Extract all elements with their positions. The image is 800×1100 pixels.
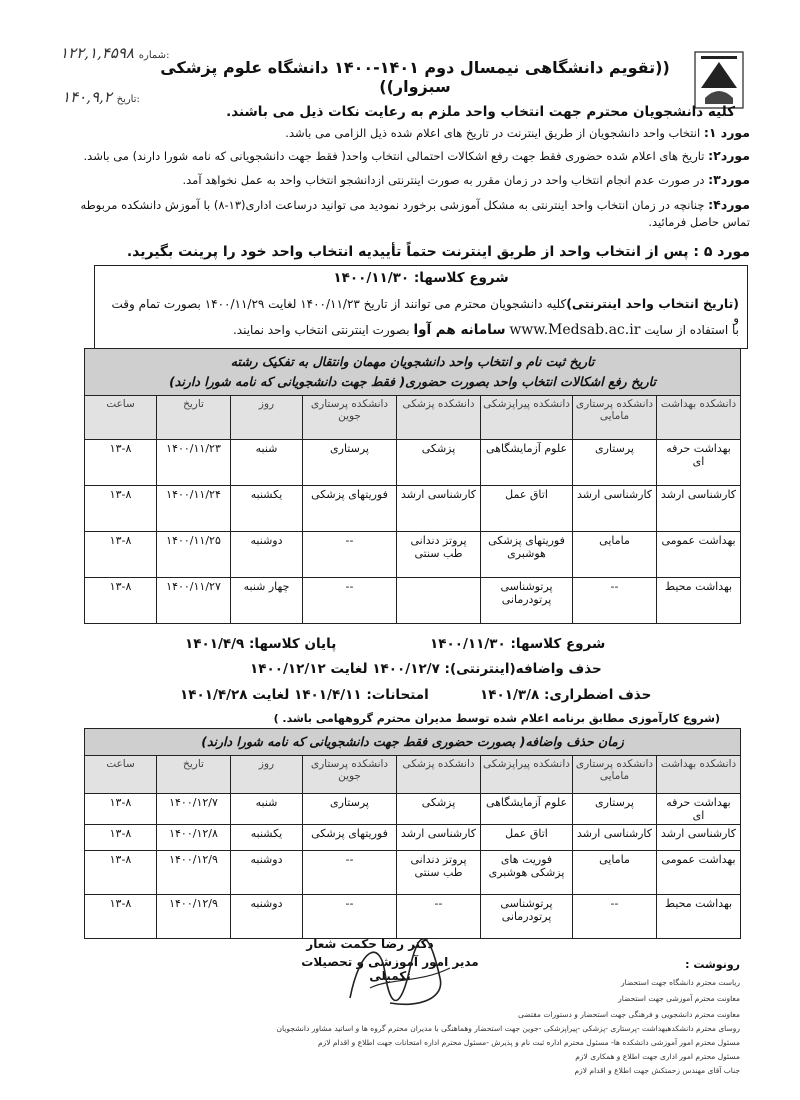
table-cell: مامایی xyxy=(573,851,657,895)
registration-table xyxy=(84,348,741,624)
table-cell: دوشنبه xyxy=(231,532,303,578)
table-cell: فوریت های پزشکی هوشبری xyxy=(481,851,573,895)
table-row xyxy=(85,532,741,578)
cc-line: مسئول محترم امور اداری جهت اطلاع و همکاری لازم xyxy=(575,1052,740,1061)
handwritten-signature xyxy=(330,928,470,1018)
column-header: دانشکده بهداشت xyxy=(657,756,741,794)
table-cell: -- xyxy=(303,578,397,624)
table-cell: بهداشت عمومی xyxy=(657,532,741,578)
column-header: دانشکده بهداشت xyxy=(657,396,741,440)
table-cell: ۱۴۰۰/۱۲/۸ xyxy=(157,825,231,851)
site-link[interactable]: www.Medsab.ac.ir xyxy=(509,322,641,338)
rule-item-5: مورد ۵ : پس از انتخاب واحد از طریق اینترنت حتماً تأییدیه انتخاب واحد خود را پرینت بگیرید. xyxy=(126,244,750,260)
table-cell: ۱۴۰۰/۱۲/۹ xyxy=(157,895,231,939)
table-cell: کارشناسی ارشد xyxy=(657,825,741,851)
table-cell: ۱۴۰۰/۱۱/۲۷ xyxy=(157,578,231,624)
box-line-1: (تاریخ انتخاب واحد اینترنتی)کلیه دانشجویان محترم می توانند از تاریخ ۱۴۰۰/۱۱/۲۳ لغایت ۱۴۰۰/۱۱/۲۹ بصورت تمام وقت و xyxy=(111,296,739,325)
column-header: روز xyxy=(231,756,303,794)
table-cell: یکشنبه xyxy=(231,486,303,532)
table-cell: علوم آزمایشگاهی xyxy=(481,440,573,486)
rule-item-4: مورد۴: چنانچه در زمان انتخاب واحد اینترنتی به مشکل آموزشی برخورد نمودید می توانید درساعت اداری(۱۳-۸) با آموزش دانشکده مربوطه تماس حاصل فرمائید. xyxy=(80,197,750,229)
table-cell: بهداشت حرفه ای xyxy=(657,794,741,825)
table-cell: ۱۳-۸ xyxy=(85,486,157,532)
table-cell: کارشناسی ارشد xyxy=(573,486,657,532)
rule-item-2: مورد۲: تاریخ های اعلام شده حضوری فقط جهت رفع اشکالات احتمالی انتخاب واحد( فقط جهت دانشجویانی که نامه شورا دارند) می باشد. xyxy=(83,148,750,163)
table-cell: -- xyxy=(573,578,657,624)
column-header: دانشکده پرستاری جوین xyxy=(303,756,397,794)
column-header: ساعت xyxy=(85,756,157,794)
table-cell: -- xyxy=(397,895,481,939)
table-cell: -- xyxy=(303,851,397,895)
table-row xyxy=(85,440,741,486)
column-header: دانشکده پرستاری مامایی xyxy=(573,756,657,794)
handwritten-date: ۱۴۰,۹,۲ تاریخ: xyxy=(62,88,140,106)
column-header: تاریخ xyxy=(157,756,231,794)
table-cell: ۱۴۰۰/۱۲/۷ xyxy=(157,794,231,825)
column-header: دانشکده پیراپزشکی xyxy=(481,396,573,440)
add-drop-online: حذف واضافه(اینترنتی): ۱۴۰۰/۱۲/۷ لغایت ۱۴۰۰/۱۲/۱۲ xyxy=(250,661,602,677)
table-cell: بهداشت محیط xyxy=(657,578,741,624)
university-logo-icon xyxy=(693,48,745,110)
table-cell: کارشناسی ارشد xyxy=(573,825,657,851)
emergency-drop: حذف اضطراری: ۱۴۰۱/۳/۸ xyxy=(480,687,652,703)
table-cell: اتاق عمل xyxy=(481,486,573,532)
cc-title: رونوشت : xyxy=(685,958,740,971)
table-cell: ۱۴۰۰/۱۱/۲۳ xyxy=(157,440,231,486)
table-cell: -- xyxy=(573,895,657,939)
classes-end: پایان کلاسها: ۱۴۰۱/۴/۹ xyxy=(185,636,337,652)
table-cell: مامایی xyxy=(573,532,657,578)
column-header: دانشکده پرستاری مامایی xyxy=(573,396,657,440)
column-header: دانشکده پیراپزشکی xyxy=(481,756,573,794)
cc-line: ریاست محترم دانشگاه جهت استحضار xyxy=(621,978,740,987)
handwritten-number: ۱۲۲,۱,۴۵۹۸ شماره: xyxy=(60,44,170,62)
table-cell: شنبه xyxy=(231,440,303,486)
table-cell: بهداشت محیط xyxy=(657,895,741,939)
table-cell: پرستاری xyxy=(303,440,397,486)
table-cell: کارشناسی ارشد xyxy=(397,486,481,532)
table-cell: یکشنبه xyxy=(231,825,303,851)
table-cell: بهداشت حرفه ای xyxy=(657,440,741,486)
table-cell: علوم آزمایشگاهی xyxy=(481,794,573,825)
table-cell: -- xyxy=(303,532,397,578)
registration-box xyxy=(94,265,748,349)
box-line-2: با استفاده از سایت www.Medsab.ac.ir سامانه هم آوا بصورت اینترنتی انتخاب واحد نمایند. xyxy=(232,322,739,338)
column-header: دانشکده پزشکی xyxy=(397,396,481,440)
table-cell: ۱۳-۸ xyxy=(85,794,157,825)
table-cell: کارشناسی ارشد xyxy=(657,486,741,532)
table-cell: پرتوشناسی پرتودرمانی xyxy=(481,578,573,624)
intro-text: کلیه دانشجویان محترم جهت انتخاب واحد ملزم به رعایت نکات ذیل می باشند. xyxy=(226,104,735,120)
rule-item-3: مورد۳: در صورت عدم انجام انتخاب واحد در زمان مقرر به صورت اینترنتی ازدانشجو انتخاب واحد به عمل نخواهد آمد. xyxy=(182,172,750,187)
exams-dates: امتحانات: ۱۴۰۱/۴/۱۱ لغایت ۱۴۰۱/۴/۲۸ xyxy=(180,687,429,703)
column-header: دانشکده پرستاری جوین xyxy=(303,396,397,440)
table-cell: ۱۳-۸ xyxy=(85,895,157,939)
cc-line: جناب آقای مهندس زحمتکش جهت اطلاع و اقدام لازم xyxy=(574,1066,740,1075)
table-row xyxy=(85,825,741,851)
table-cell: شنبه xyxy=(231,794,303,825)
add-drop-table xyxy=(84,728,741,939)
table-cell: پرستاری xyxy=(573,440,657,486)
table-row xyxy=(85,578,741,624)
cc-line: معاونت محترم دانشجویی و فرهنگی جهت استحضار و دستورات مقتضی xyxy=(518,1010,740,1019)
table-cell: پرتوشناسی پرتودرمانی xyxy=(481,895,573,939)
internship-note: (شروع کارآموزی مطابق برنامه اعلام شده توسط مدیران محترم گروههامی باشد. ) xyxy=(273,712,720,725)
table-cell: چهار شنبه xyxy=(231,578,303,624)
signatory-position: مدیر امور آموزشی و تحصیلات تکمیلی xyxy=(301,955,479,983)
table-cell: پزشکی xyxy=(397,440,481,486)
rule-item-1: مورد ۱: انتخاب واحد دانشجویان از طریق اینترنت در تاریخ های اعلام شده ذیل الزامی می باشد. xyxy=(285,125,750,140)
signatory-name: دکتر رضا حکمت شعار xyxy=(306,937,434,951)
table-cell: بهداشت عمومی xyxy=(657,851,741,895)
table-banner: تاریخ ثبت نام و انتخاب واحد دانشجویان مهمان وانتقال به تفکیک رشته تاریخ رفع اشکالات انتخاب واحد بصورت حضوری( فقط جهت دانشجویانی که نامه شورا دارند) xyxy=(85,349,741,396)
table-cell: -- xyxy=(303,895,397,939)
box-class-start: شروع کلاسها: ۱۴۰۰/۱۱/۳۰ xyxy=(333,270,509,286)
table-cell: ۱۳-۸ xyxy=(85,851,157,895)
column-header: روز xyxy=(231,396,303,440)
cc-line: روسای محترم دانشکدهبهداشت -پرستاری -پزشکی -پیراپزشکی -جوین جهت استحضار وهماهنگی با مدیران محترم گروه ها و اساتید مشاور دانشجویان xyxy=(276,1024,740,1033)
column-header: دانشکده پزشکی xyxy=(397,756,481,794)
table-cell xyxy=(397,578,481,624)
table-cell: پرستاری xyxy=(573,794,657,825)
column-header: تاریخ xyxy=(157,396,231,440)
column-header: ساعت xyxy=(85,396,157,440)
cc-line: مسئول محترم امور آموزشی دانشکده ها- مسئول محترم اداره ثبت نام و پذیرش -مسئول محترم اداره امتحانات جهت اطلاع و اقدام لازم xyxy=(317,1038,740,1047)
table-cell: ۱۳-۸ xyxy=(85,532,157,578)
table-cell: پرستاری xyxy=(303,794,397,825)
page-title: ((تقویم دانشگاهی نیمسال دوم ۱۴۰۱-۱۴۰۰ دانشگاه علوم پزشکی سبزوار)) xyxy=(160,58,670,96)
table-cell: پزشکی xyxy=(397,794,481,825)
table-cell: دوشنبه xyxy=(231,895,303,939)
table-row xyxy=(85,486,741,532)
cc-line: معاونت محترم آموزشی جهت استحضار xyxy=(618,994,740,1003)
table-cell: ۱۴۰۰/۱۱/۲۴ xyxy=(157,486,231,532)
table-cell: ۱۴۰۰/۱۱/۲۵ xyxy=(157,532,231,578)
classes-start: شروع کلاسها: ۱۴۰۰/۱۱/۳۰ xyxy=(430,636,606,652)
table-cell: پروتز دندانی طب سنتی xyxy=(397,532,481,578)
table-cell: فوریتهای پزشکی xyxy=(303,486,397,532)
table-header-row xyxy=(85,756,741,794)
table-row xyxy=(85,794,741,825)
table-cell: فوریتهای پزشکی هوشبری xyxy=(481,532,573,578)
table-cell: ۱۳-۸ xyxy=(85,578,157,624)
table-header-row xyxy=(85,396,741,440)
table-cell: اتاق عمل xyxy=(481,825,573,851)
table-cell: ۱۴۰۰/۱۲/۹ xyxy=(157,851,231,895)
table-row xyxy=(85,851,741,895)
table-banner: زمان حذف واضافه( بصورت حضوری فقط جهت دانشجویانی که نامه شورا دارند) xyxy=(85,729,741,756)
table-cell: پروتز دندانی طب سنتی xyxy=(397,851,481,895)
table-cell: کارشناسی ارشد xyxy=(397,825,481,851)
table-cell: ۱۳-۸ xyxy=(85,825,157,851)
table-cell: فوریتهای پزشکی xyxy=(303,825,397,851)
table-cell: دوشنبه xyxy=(231,851,303,895)
table-cell: ۱۳-۸ xyxy=(85,440,157,486)
